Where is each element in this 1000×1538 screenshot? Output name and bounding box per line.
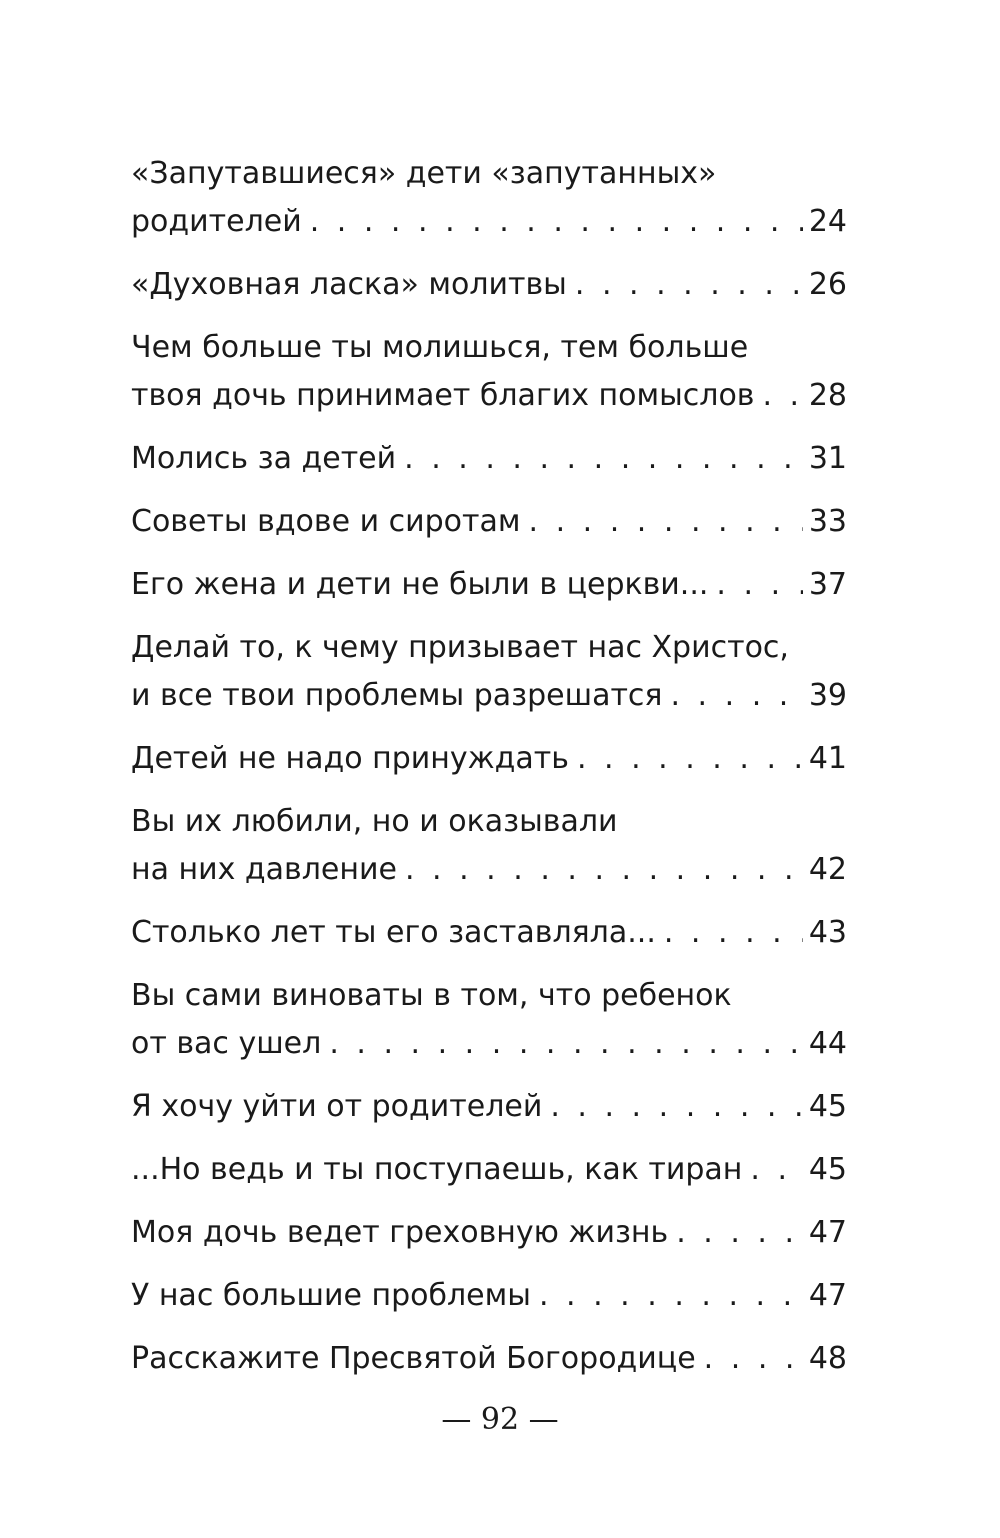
dot-leader bbox=[575, 261, 803, 309]
toc-entry-line bbox=[131, 1272, 847, 1320]
toc-entry-title: У нас большие проблемы bbox=[131, 1278, 531, 1313]
toc-entry[interactable] bbox=[131, 435, 847, 483]
toc-entry[interactable] bbox=[131, 1083, 847, 1131]
toc-entry-line bbox=[131, 1335, 847, 1383]
toc-page-number: 47 bbox=[808, 1215, 847, 1250]
dot-leader bbox=[577, 735, 803, 783]
dot-leader bbox=[405, 846, 803, 894]
toc-page-number: 33 bbox=[808, 504, 847, 539]
toc-entry-title: Столько лет ты его заставляла... bbox=[131, 915, 656, 950]
toc-entry-title: Вы их любили, но и оказывали bbox=[131, 804, 618, 839]
toc-entry[interactable] bbox=[131, 561, 847, 609]
dot-leader bbox=[529, 498, 803, 546]
toc-entry[interactable] bbox=[131, 261, 847, 309]
toc-entry-line bbox=[131, 846, 847, 894]
toc-entry[interactable] bbox=[131, 498, 847, 546]
toc-entry[interactable] bbox=[131, 909, 847, 957]
dot-leader bbox=[704, 1335, 803, 1383]
table-of-contents bbox=[131, 150, 847, 1383]
toc-entry-title: «Запутавшиеся» дети «запутанных» bbox=[131, 156, 717, 191]
toc-entry-line bbox=[131, 435, 847, 483]
toc-page-number: 42 bbox=[808, 852, 847, 887]
toc-entry-title: Вы сами виноваты в том, что ребенок bbox=[131, 978, 732, 1013]
toc-entry-title: от вас ушел bbox=[131, 1026, 322, 1061]
toc-entry[interactable] bbox=[131, 1146, 847, 1194]
dot-leader bbox=[310, 198, 803, 246]
toc-entry-title: родителей bbox=[131, 204, 302, 239]
toc-entry[interactable] bbox=[131, 1209, 847, 1257]
toc-page-number: 45 bbox=[808, 1089, 847, 1124]
toc-entry-title: Моя дочь ведет греховную жизнь bbox=[131, 1215, 669, 1250]
toc-entry[interactable] bbox=[131, 1272, 847, 1320]
toc-entry-title: и все твои проблемы разрешатся bbox=[131, 678, 663, 713]
toc-entry-title: Делай то, к чему призывает нас Христос, bbox=[131, 630, 789, 665]
toc-entry-line bbox=[131, 798, 847, 846]
toc-entry-line bbox=[131, 198, 847, 246]
toc-entry[interactable] bbox=[131, 735, 847, 783]
dot-leader bbox=[329, 1020, 803, 1068]
dot-leader bbox=[404, 435, 803, 483]
toc-entry-title: Детей не надо принуждать bbox=[131, 741, 569, 776]
toc-entry-line bbox=[131, 624, 847, 672]
toc-page-number: 43 bbox=[808, 915, 847, 950]
toc-page-number: 37 bbox=[808, 567, 847, 602]
toc-entry-line bbox=[131, 672, 847, 720]
toc-entry[interactable] bbox=[131, 624, 847, 720]
toc-page-number: 47 bbox=[808, 1278, 847, 1313]
toc-entry[interactable] bbox=[131, 798, 847, 894]
toc-entry[interactable] bbox=[131, 1335, 847, 1383]
toc-page-number: 28 bbox=[808, 378, 847, 413]
toc-entry-line bbox=[131, 1146, 847, 1194]
toc-entry-title: Я хочу уйти от родителей bbox=[131, 1089, 543, 1124]
toc-entry-line bbox=[131, 498, 847, 546]
toc-entry-line bbox=[131, 150, 847, 198]
toc-entry-title: Чем больше ты молишься, тем больше bbox=[131, 330, 749, 365]
toc-page-number: 41 bbox=[808, 741, 847, 776]
toc-entry-line bbox=[131, 372, 847, 420]
page-number: — 92 — bbox=[441, 1402, 559, 1437]
toc-entry-title: «Духовная ласка» молитвы bbox=[131, 267, 567, 302]
toc-entry-title: на них давление bbox=[131, 852, 397, 887]
toc-entry-title: ...Но ведь и ты поступаешь, как тиран bbox=[131, 1152, 743, 1187]
toc-entry[interactable] bbox=[131, 324, 847, 420]
toc-page-number: 24 bbox=[808, 204, 847, 239]
toc-entry-line bbox=[131, 735, 847, 783]
toc-entry-line bbox=[131, 261, 847, 309]
toc-page-number: 45 bbox=[808, 1152, 847, 1187]
toc-entry-title: Его жена и дети не были в церкви... bbox=[131, 567, 709, 602]
toc-page-number: 44 bbox=[808, 1026, 847, 1061]
toc-entry-line bbox=[131, 1020, 847, 1068]
dot-leader bbox=[539, 1272, 803, 1320]
dot-leader bbox=[716, 561, 802, 609]
toc-entry-title: Молись за детей bbox=[131, 441, 397, 476]
toc-entry-line bbox=[131, 324, 847, 372]
dot-leader bbox=[750, 1146, 802, 1194]
dot-leader bbox=[676, 1209, 803, 1257]
toc-page-number: 26 bbox=[808, 267, 847, 302]
toc-entry[interactable] bbox=[131, 150, 847, 246]
dot-leader bbox=[670, 672, 802, 720]
dot-leader bbox=[762, 372, 802, 420]
toc-page-number: 31 bbox=[808, 441, 847, 476]
toc-entry-line bbox=[131, 909, 847, 957]
toc-entry-title: Советы вдове и сиротам bbox=[131, 504, 521, 539]
toc-entry-line bbox=[131, 561, 847, 609]
dot-leader bbox=[664, 909, 803, 957]
toc-page-number: 48 bbox=[808, 1341, 847, 1376]
dot-leader bbox=[550, 1083, 802, 1131]
toc-page-number: 39 bbox=[808, 678, 847, 713]
toc-entry-title: твоя дочь принимает благих помыслов bbox=[131, 378, 755, 413]
toc-entry-line bbox=[131, 972, 847, 1020]
toc-entry-title: Расскажите Пресвятой Богородице bbox=[131, 1341, 696, 1376]
toc-entry[interactable] bbox=[131, 972, 847, 1068]
toc-entry-line bbox=[131, 1209, 847, 1257]
toc-entry-line bbox=[131, 1083, 847, 1131]
